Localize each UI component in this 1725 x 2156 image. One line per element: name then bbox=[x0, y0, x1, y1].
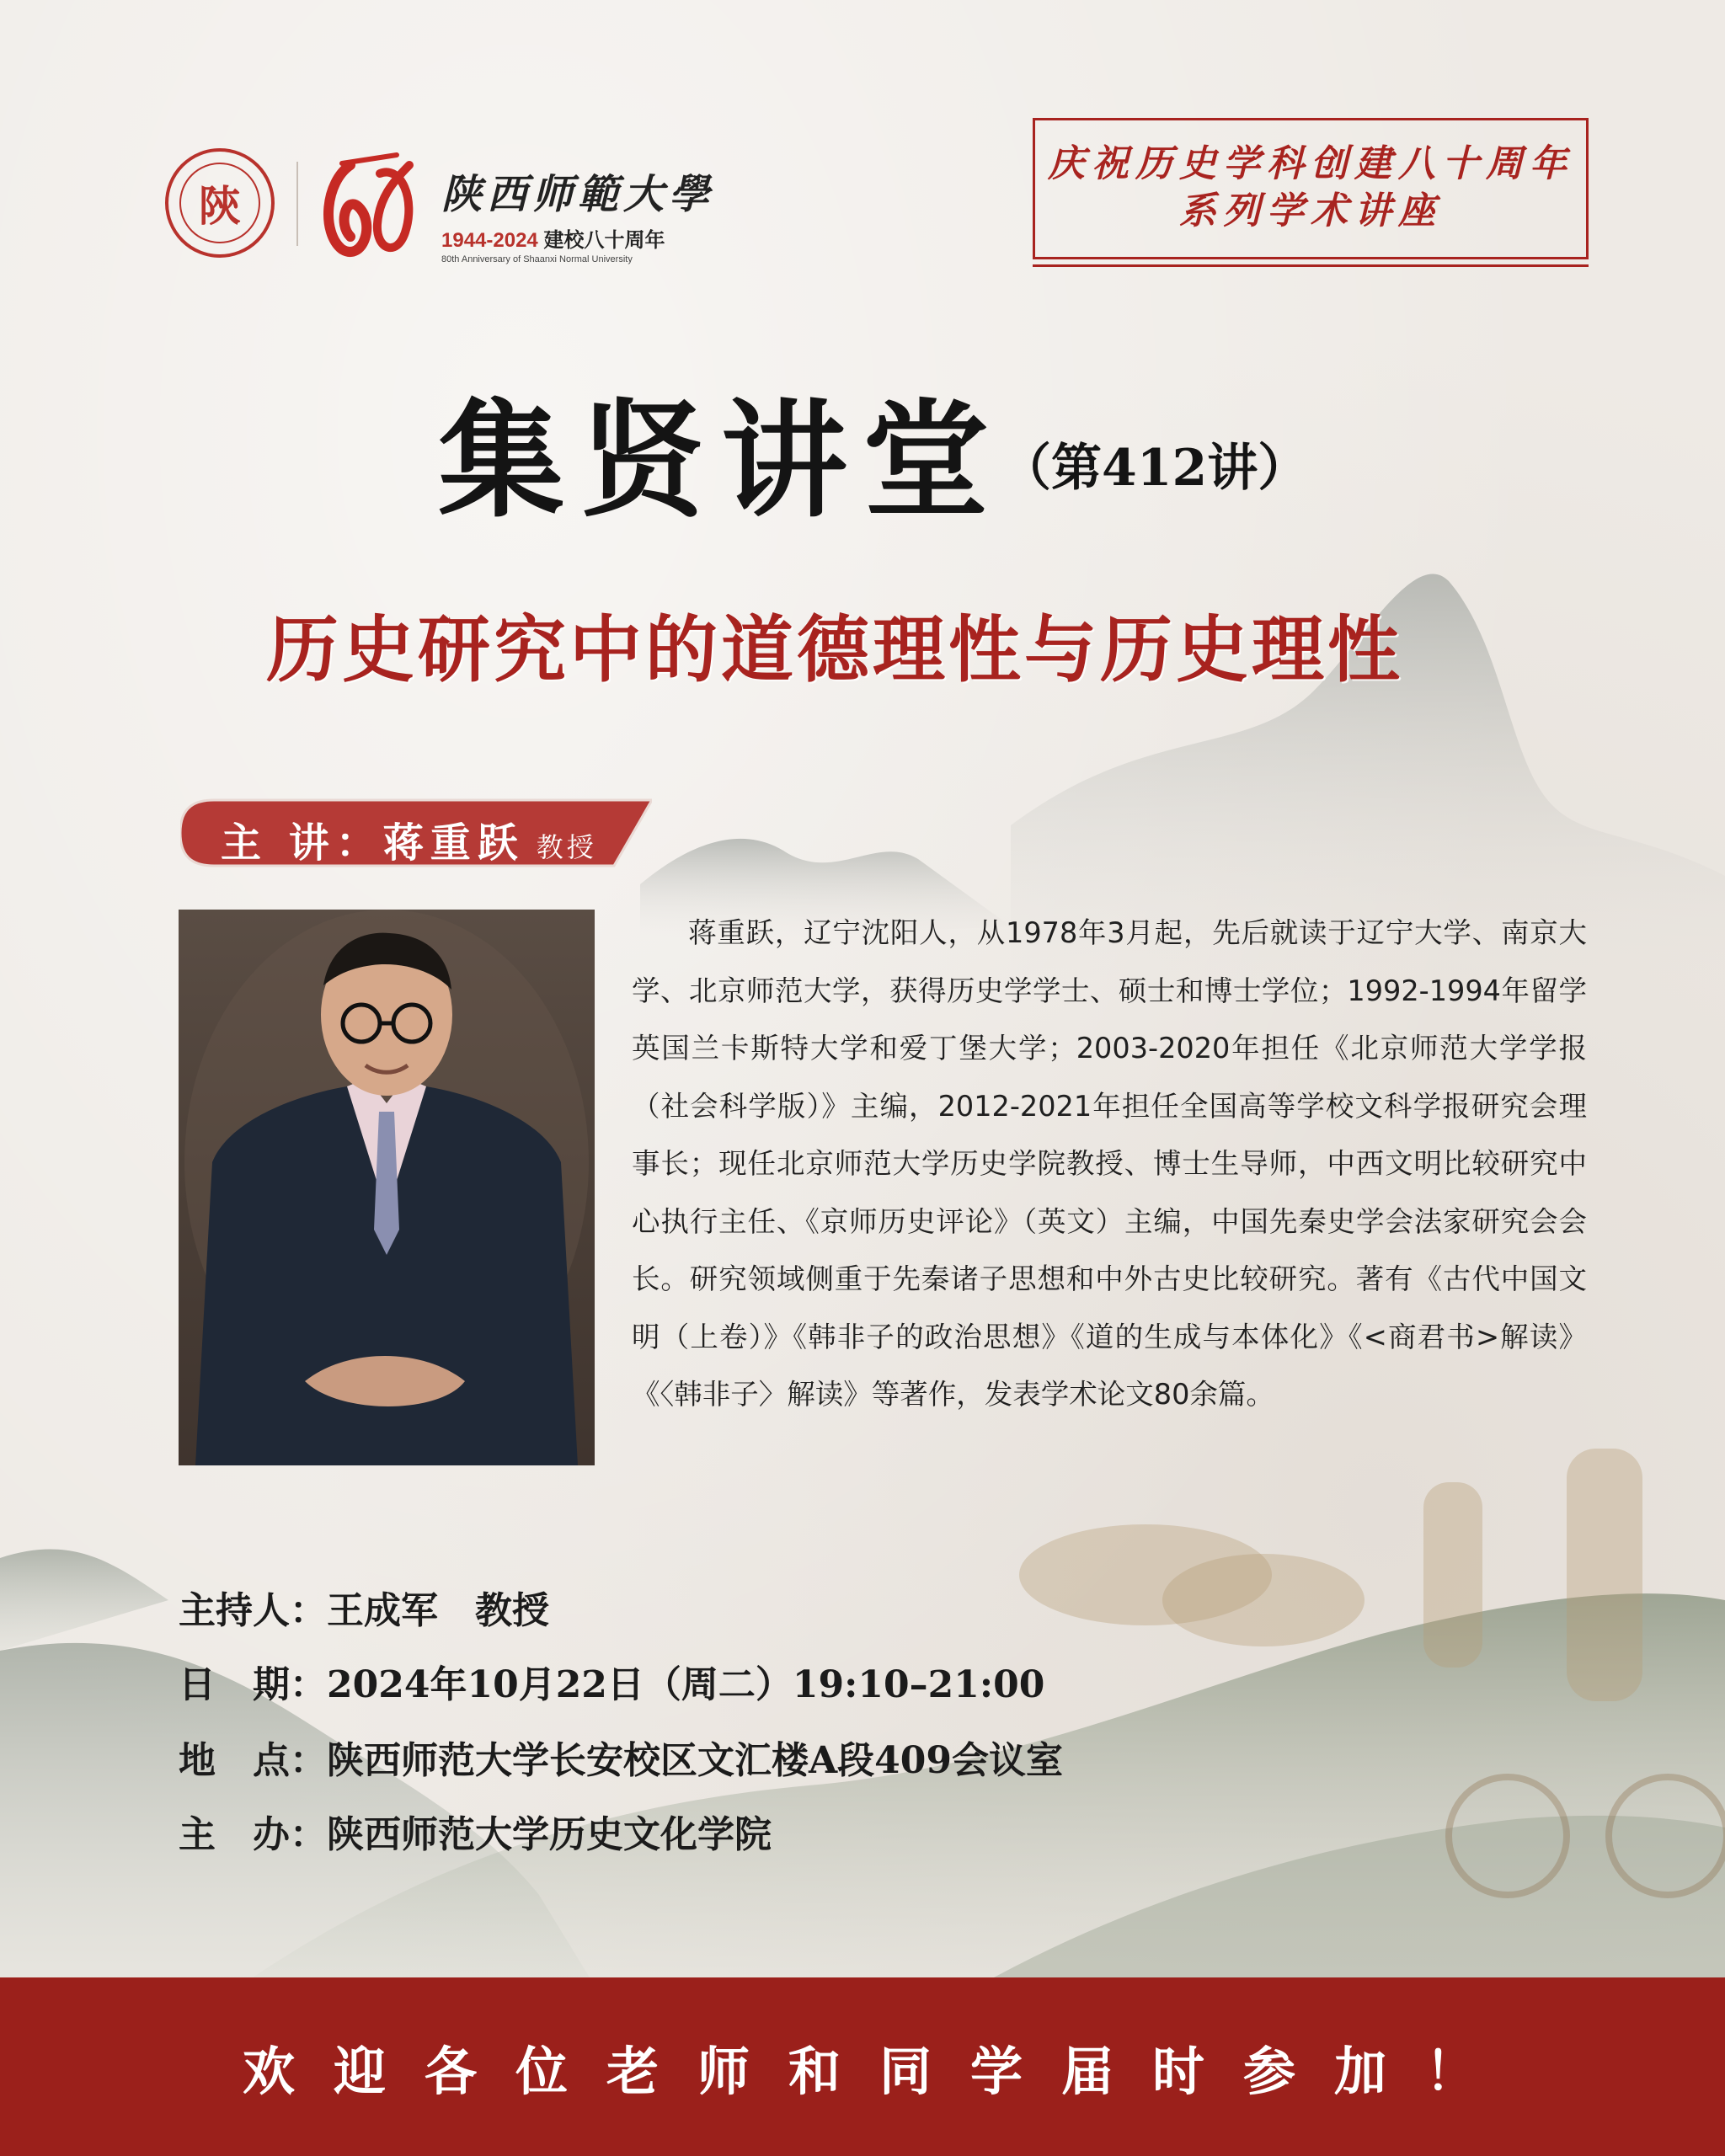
series-line-2: 系列学术讲座 bbox=[1179, 189, 1442, 232]
info-organizer bbox=[179, 1804, 772, 1858]
lecture-number: （第412讲） bbox=[1001, 439, 1309, 498]
organizer-label: 主 办： bbox=[179, 1813, 327, 1856]
speaker-photo bbox=[179, 910, 595, 1465]
host-value: 王成军 教授 bbox=[327, 1589, 549, 1632]
footer-banner bbox=[0, 1977, 1725, 2156]
lecture-subtitle: 历史研究中的道德理性与历史理性 bbox=[266, 607, 1403, 692]
university-seal-logo: 陝 bbox=[165, 148, 275, 258]
speaker-biography: 蒋重跃，辽宁沈阳人，从1978年3月起，先后就读于辽宁大学、南京大学、北京师范大学，获得历史学学士、硕士和博士学位；1992-1994年留学英国兰卡斯特大学和爱丁堡大学；2003-2020年担任《北京师范大学学报（社会科学版）》主编，2012-2021年担任全国高等学校文科学报研究会理事长；现任北京师范大学历史学院教授、博士生导师，中西文明比较研究中心执行主任、《京师历史评论》（英文）主编，中国先秦史学会法家研究会会长。研究领域侧重于先秦诸子思想和中外古史比较研究。著有《古代中国文明（上卷）》《韩非子的政治思想》《道的生成与本体化》《<商君书>解读》《〈韩非子〉解读》等著作，发表学术论文80余篇。 bbox=[632, 916, 1587, 1411]
anniversary-80-logo bbox=[317, 148, 418, 266]
series-line-1: 庆祝历史学科创建八十周年 bbox=[1048, 142, 1573, 185]
info-date bbox=[179, 1654, 1044, 1708]
date-label: 日 期： bbox=[179, 1663, 327, 1706]
speaker-title: 教授 bbox=[536, 831, 597, 863]
footer-welcome-text: 欢迎各位老师和同学届时参加！ bbox=[242, 2040, 1516, 2102]
speaker-name: 主 讲：蒋重跃 bbox=[221, 819, 525, 867]
series-badge bbox=[1033, 118, 1589, 259]
lecture-series-title: 集贤讲堂 bbox=[438, 387, 1005, 535]
place-value: 陕西师范大学长安校区文汇楼A段409会议室 bbox=[327, 1739, 1063, 1782]
university-name: 陕西师範大學 bbox=[441, 171, 715, 218]
info-host bbox=[179, 1580, 549, 1634]
logo-divider bbox=[296, 162, 298, 246]
organizer-value: 陕西师范大学历史文化学院 bbox=[327, 1813, 772, 1856]
info-place bbox=[179, 1730, 1063, 1784]
place-label: 地 点： bbox=[179, 1739, 327, 1782]
speaker-banner bbox=[180, 797, 652, 869]
university-name-block bbox=[441, 162, 714, 264]
host-label: 主持人： bbox=[179, 1589, 327, 1632]
anniversary-english: 80th Anniversary of Shaanxi Normal University bbox=[441, 254, 633, 264]
anniversary-line: 1944-2024 建校八十周年 bbox=[441, 229, 665, 252]
date-value: 2024年10月22日（周二）19:10–21:00 bbox=[327, 1663, 1045, 1706]
